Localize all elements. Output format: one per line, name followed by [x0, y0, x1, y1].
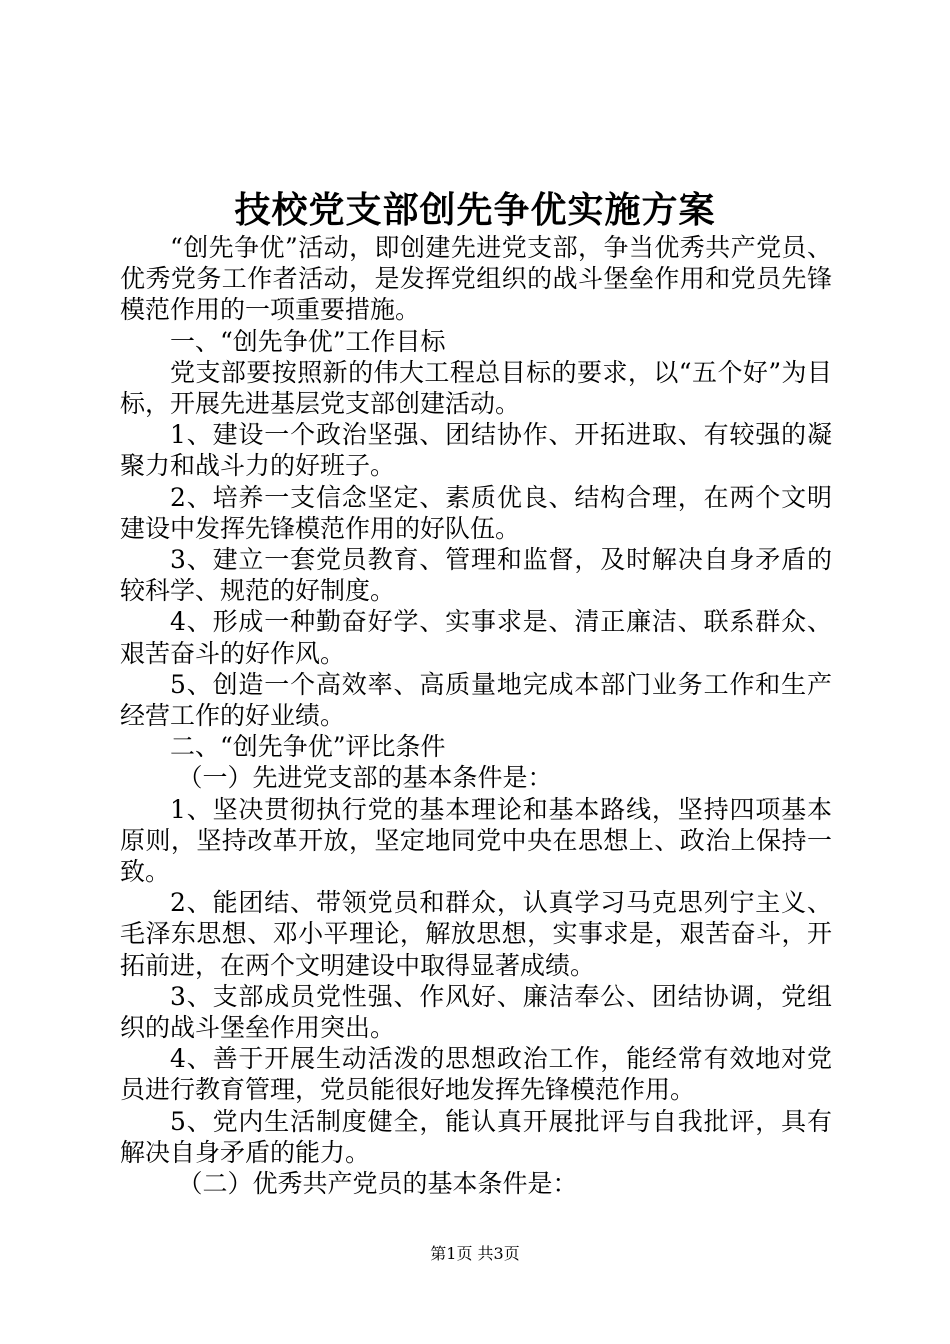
list-item: 2、培养一支信念坚定、素质优良、结构合理，在两个文明建设中发挥先锋模范作用的好队伍。 [120, 482, 832, 543]
document-body [120, 232, 832, 1199]
section-heading-criteria: 二、“创先争优”评比条件 [170, 732, 446, 762]
list-item: 3、建立一套党员教育、管理和监督，及时解决自身矛盾的较科学、规范的好制度。 [120, 545, 832, 606]
page-number-footer: 第1页 共3页 [430, 1244, 520, 1263]
subsection-heading: （一）先进党支部的基本条件是： [177, 763, 553, 793]
list-item: 1、建设一个政治坚强、团结协作、开拓进取、有较强的凝聚力和战斗力的好班子。 [120, 420, 832, 481]
list-item: 4、形成一种勤奋好学、实事求是、清正廉洁、联系群众、艰苦奋斗的好作风。 [120, 607, 832, 668]
list-item: 1、坚决贯彻执行党的基本理论和基本路线，坚持四项基本原则，坚持改革开放，坚定地同党中央在思想上、政治上保持一致。 [120, 794, 832, 887]
list-item: 4、善于开展生动活泼的思想政治工作，能经常有效地对党员进行教育管理，党员能很好地发挥先锋模范作用。 [120, 1044, 832, 1105]
list-item: 5、党内生活制度健全，能认真开展批评与自我批评，具有解决自身矛盾的能力。 [120, 1106, 832, 1167]
section-heading-goals: 一、“创先争优”工作目标 [170, 326, 446, 356]
list-item: 3、支部成员党性强、作风好、廉洁奉公、团结协调，党组织的战斗堡垒作用突出。 [120, 981, 832, 1043]
paragraph: 党支部要按照新的伟大工程总目标的要求，以“五个好”为目标，开展先进基层党支部创建活动。 [120, 357, 832, 419]
list-item: 2、能团结、带领党员和群众，认真学习马克思列宁主义、毛泽东思想、邓小平理论，解放思想，实事求是，艰苦奋斗，开拓前进，在两个文明建设中取得显著成绩。 [120, 888, 832, 980]
paragraph-intro: “创先争优”活动，即创建先进党支部，争当优秀共产党员、优秀党务工作者活动，是发挥党组织的战斗堡垒作用和党员先锋模范作用的一项重要措施。 [120, 233, 832, 325]
document-title: 技校党支部创先争优实施方案 [234, 189, 716, 231]
subsection-heading: （二）优秀共产党员的基本条件是： [177, 1169, 578, 1199]
list-item: 5、创造一个高效率、高质量地完成本部门业务工作和生产经营工作的好业绩。 [120, 669, 832, 731]
